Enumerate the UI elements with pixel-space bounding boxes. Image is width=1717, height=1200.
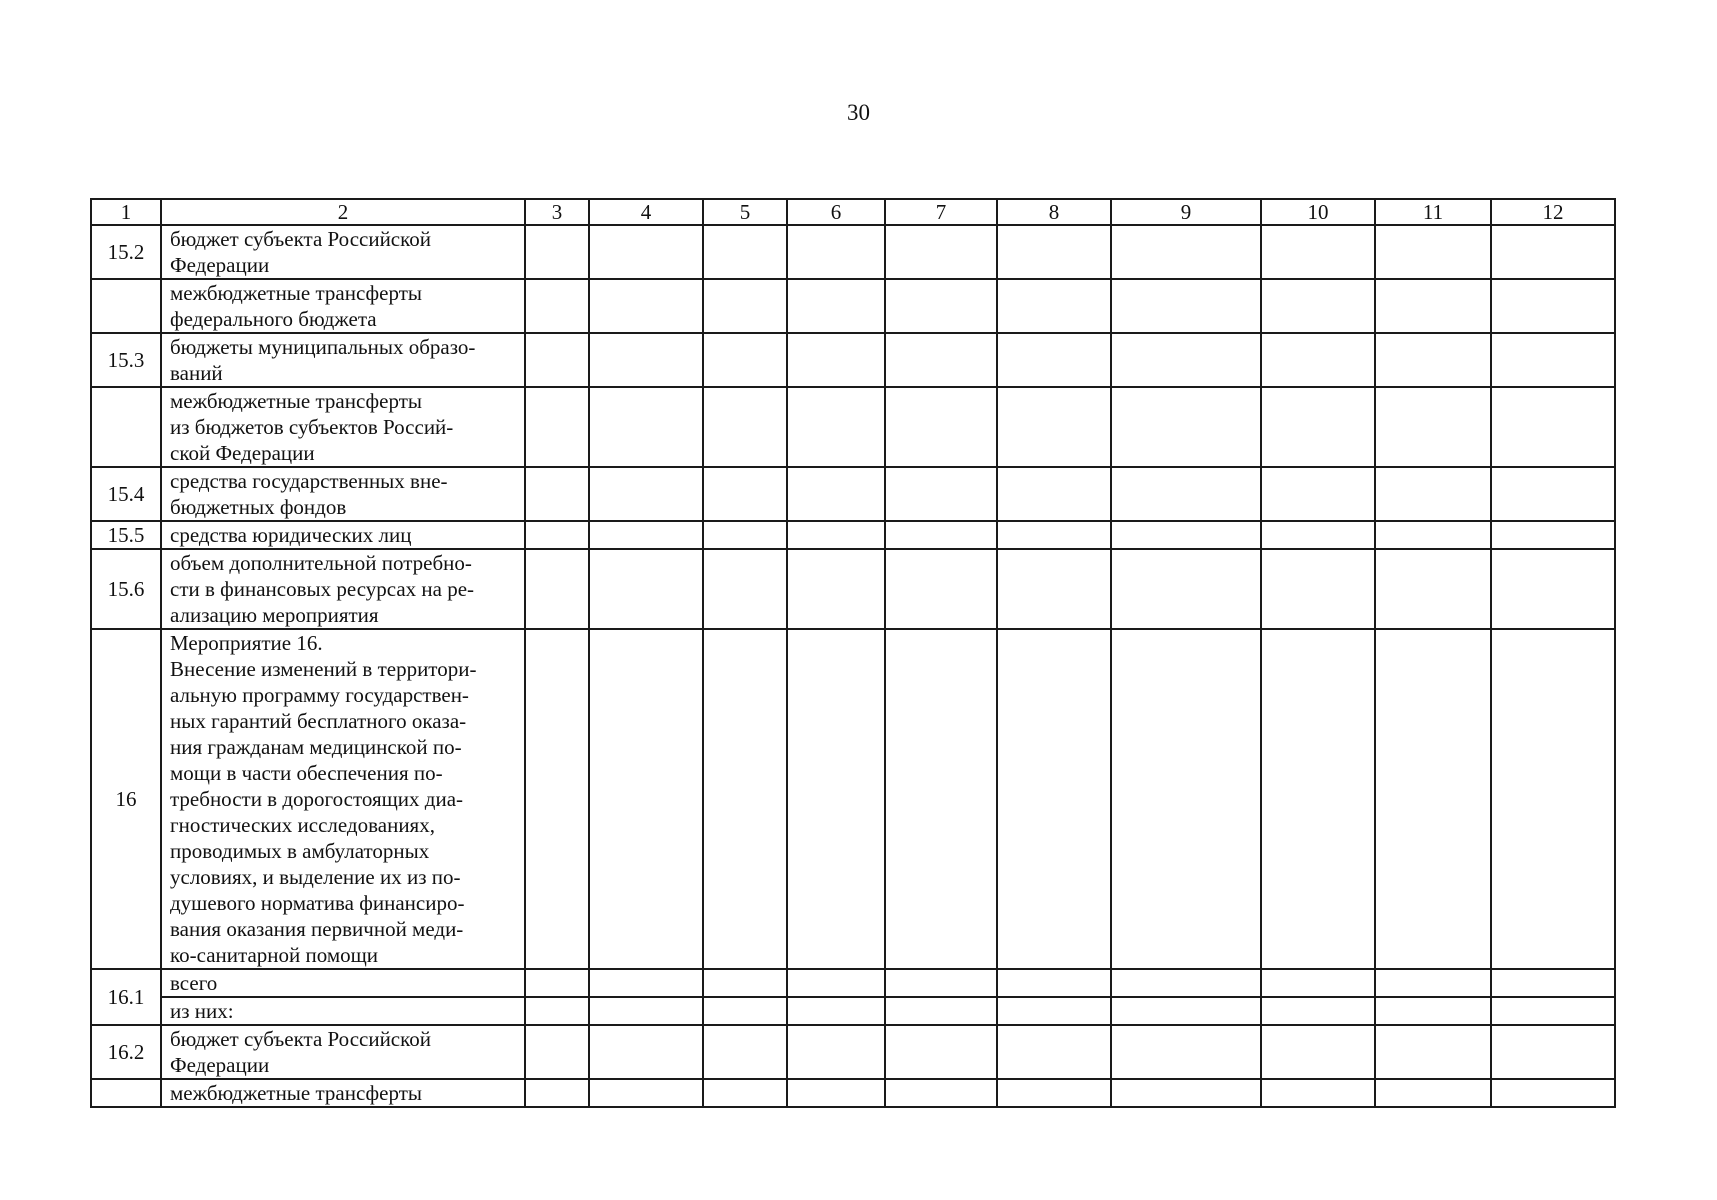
column-header: 6 [787,199,885,225]
row-label [161,467,525,521]
row-label-line: мощи в части обеспечения по- [170,761,443,785]
data-cell [589,279,703,333]
data-cell [1375,467,1491,521]
column-header: 11 [1375,199,1491,225]
data-cell [1375,225,1491,279]
data-cell [589,1025,703,1079]
row-label-line: условиях, и выделение их из по- [170,865,461,889]
data-cell [997,387,1111,467]
data-cell [787,969,885,997]
data-cell [1111,467,1261,521]
row-label [161,629,525,969]
row-label [161,279,525,333]
row-label [161,1025,525,1079]
funding-table [90,198,1616,1108]
row-label-line: межбюджетные трансферты [170,1081,422,1105]
data-cell [1111,1025,1261,1079]
row-label-line: средства государственных вне- [170,469,448,493]
data-cell [703,629,787,969]
data-cell [1491,225,1615,279]
data-cell [885,521,997,549]
data-cell [525,279,589,333]
data-cell [1261,997,1375,1025]
data-cell [703,225,787,279]
data-cell [589,521,703,549]
data-cell [787,333,885,387]
data-cell [997,279,1111,333]
data-cell [1491,387,1615,467]
row-label-line: объем дополнительной потребно- [170,551,472,575]
row-number: 16 [91,629,161,969]
data-cell [997,997,1111,1025]
row-number [91,279,161,333]
row-label-line: душевого норматива финансиро- [170,891,465,915]
data-cell [703,1025,787,1079]
data-cell [787,549,885,629]
data-cell [525,629,589,969]
row-number: 15.6 [91,549,161,629]
data-cell [787,629,885,969]
row-label-line: бюджет субъекта Российской [170,1027,432,1051]
data-cell [703,549,787,629]
row-label-line: сти в финансовых ресурсах на ре- [170,577,475,601]
data-cell [997,333,1111,387]
data-cell [885,279,997,333]
data-cell [703,333,787,387]
data-cell [787,387,885,467]
row-label-line: из бюджетов субъектов Россий- [170,415,454,439]
data-cell [1375,997,1491,1025]
data-cell [885,629,997,969]
data-cell [1261,1079,1375,1107]
row-label-line: ко-санитарной помощи [170,943,379,967]
data-cell [997,225,1111,279]
table-row [91,521,1615,549]
data-cell [525,1025,589,1079]
data-cell [1491,467,1615,521]
row-label [161,997,525,1025]
row-label-line: бюджет субъекта Российской [170,227,432,251]
data-cell [525,467,589,521]
data-cell [787,225,885,279]
data-cell [1111,969,1261,997]
row-label-line: бюджеты муниципальных образо- [170,335,476,359]
data-cell [1261,333,1375,387]
data-cell [885,997,997,1025]
data-cell [787,997,885,1025]
data-cell [703,467,787,521]
data-cell [525,969,589,997]
table-row [91,549,1615,629]
row-label-line: межбюджетные трансферты [170,281,422,305]
data-cell [885,549,997,629]
data-cell [589,467,703,521]
data-cell [997,969,1111,997]
table-row [91,387,1615,467]
data-cell [787,1079,885,1107]
column-header: 3 [525,199,589,225]
table-row [91,969,1615,997]
data-cell [1491,1025,1615,1079]
data-cell [885,467,997,521]
row-number: 16.2 [91,1025,161,1079]
row-number: 16.1 [91,969,161,1025]
row-label-line: ализацию мероприятия [170,603,379,627]
data-cell [525,997,589,1025]
data-cell [589,629,703,969]
row-label-line: ваний [170,361,223,385]
data-cell [787,467,885,521]
table-row [91,629,1615,969]
row-label-line: проводимых в амбулаторных [170,839,430,863]
data-cell [1261,279,1375,333]
row-label-line: ных гарантий бесплатного оказа- [170,709,467,733]
row-label-line: Мероприятие 16. [170,631,323,655]
page-number: 30 [847,100,870,125]
table-row [91,1079,1615,1107]
data-cell [1491,333,1615,387]
data-cell [1261,549,1375,629]
row-label-line: средства юридических лиц [170,523,412,547]
row-label-line: бюджетных фондов [170,495,347,519]
data-cell [703,969,787,997]
data-cell [997,467,1111,521]
table-row [91,225,1615,279]
data-cell [589,969,703,997]
data-cell [997,629,1111,969]
row-number: 15.5 [91,521,161,549]
row-label-line: федерального бюджета [170,307,377,331]
data-cell [1375,1079,1491,1107]
column-header: 5 [703,199,787,225]
data-cell [1111,279,1261,333]
data-cell [703,279,787,333]
data-cell [1261,521,1375,549]
column-header: 4 [589,199,703,225]
data-cell [1261,225,1375,279]
data-cell [589,549,703,629]
data-cell [525,333,589,387]
data-cell [703,997,787,1025]
row-label [161,969,525,997]
column-header: 1 [91,199,161,225]
data-cell [703,521,787,549]
row-number: 15.4 [91,467,161,521]
table-row [91,467,1615,521]
data-cell [1375,521,1491,549]
row-label [161,1079,525,1107]
row-label-line: Федерации [170,253,270,277]
data-cell [589,1079,703,1107]
row-label-line: Внесение изменений в территори- [170,657,477,681]
data-cell [1375,549,1491,629]
data-cell [1375,333,1491,387]
row-label-line: гностических исследованиях, [170,813,435,837]
row-label-line: вания оказания первичной меди- [170,917,464,941]
row-number: 15.2 [91,225,161,279]
data-cell [1111,521,1261,549]
data-cell [1261,1025,1375,1079]
data-cell [885,1079,997,1107]
row-label-line: требности в дорогостоящих диа- [170,787,464,811]
row-label [161,387,525,467]
row-label [161,549,525,629]
data-cell [1111,629,1261,969]
data-cell [1111,1079,1261,1107]
column-header: 12 [1491,199,1615,225]
data-cell [885,969,997,997]
table-row [91,997,1615,1025]
data-cell [1375,387,1491,467]
data-cell [1491,629,1615,969]
row-label [161,225,525,279]
data-cell [1261,969,1375,997]
column-header: 9 [1111,199,1261,225]
column-header: 10 [1261,199,1375,225]
data-cell [1111,225,1261,279]
data-cell [1491,997,1615,1025]
data-cell [525,549,589,629]
table-row [91,279,1615,333]
data-cell [1491,1079,1615,1107]
data-cell [525,521,589,549]
data-cell [703,1079,787,1107]
data-cell [1491,279,1615,333]
data-cell [1261,467,1375,521]
data-cell [1111,549,1261,629]
data-cell [1491,549,1615,629]
data-cell [1491,969,1615,997]
row-label [161,333,525,387]
data-cell [1375,629,1491,969]
data-cell [525,225,589,279]
data-cell [1111,997,1261,1025]
data-cell [787,279,885,333]
data-cell [997,1079,1111,1107]
table-row [91,333,1615,387]
column-header: 7 [885,199,997,225]
data-cell [1111,333,1261,387]
table-row [91,1025,1615,1079]
data-cell [997,1025,1111,1079]
row-label-line: из них: [170,999,234,1023]
row-label-line: Федерации [170,1053,270,1077]
row-number [91,387,161,467]
row-number [91,1079,161,1107]
data-cell [589,333,703,387]
row-label-line: всего [170,971,218,995]
data-cell [1261,629,1375,969]
row-label [161,521,525,549]
data-cell [589,225,703,279]
row-number: 15.3 [91,333,161,387]
data-cell [885,333,997,387]
data-cell [787,1025,885,1079]
data-cell [885,1025,997,1079]
data-cell [589,387,703,467]
row-label-line: ния гражданам медицинской по- [170,735,462,759]
data-cell [997,521,1111,549]
data-cell [525,387,589,467]
data-cell [997,549,1111,629]
column-header: 8 [997,199,1111,225]
data-cell [885,387,997,467]
data-cell [589,997,703,1025]
data-cell [885,225,997,279]
data-cell [1111,387,1261,467]
data-cell [787,521,885,549]
row-label-line: межбюджетные трансферты [170,389,422,413]
row-label-line: альную программу государствен- [170,683,469,707]
data-cell [525,1079,589,1107]
data-cell [1375,279,1491,333]
data-cell [1491,521,1615,549]
column-number-row [91,199,1615,225]
data-cell [1261,387,1375,467]
data-cell [703,387,787,467]
row-label-line: ской Федерации [170,441,315,465]
data-cell [1375,1025,1491,1079]
data-cell [1375,969,1491,997]
column-header: 2 [161,199,525,225]
